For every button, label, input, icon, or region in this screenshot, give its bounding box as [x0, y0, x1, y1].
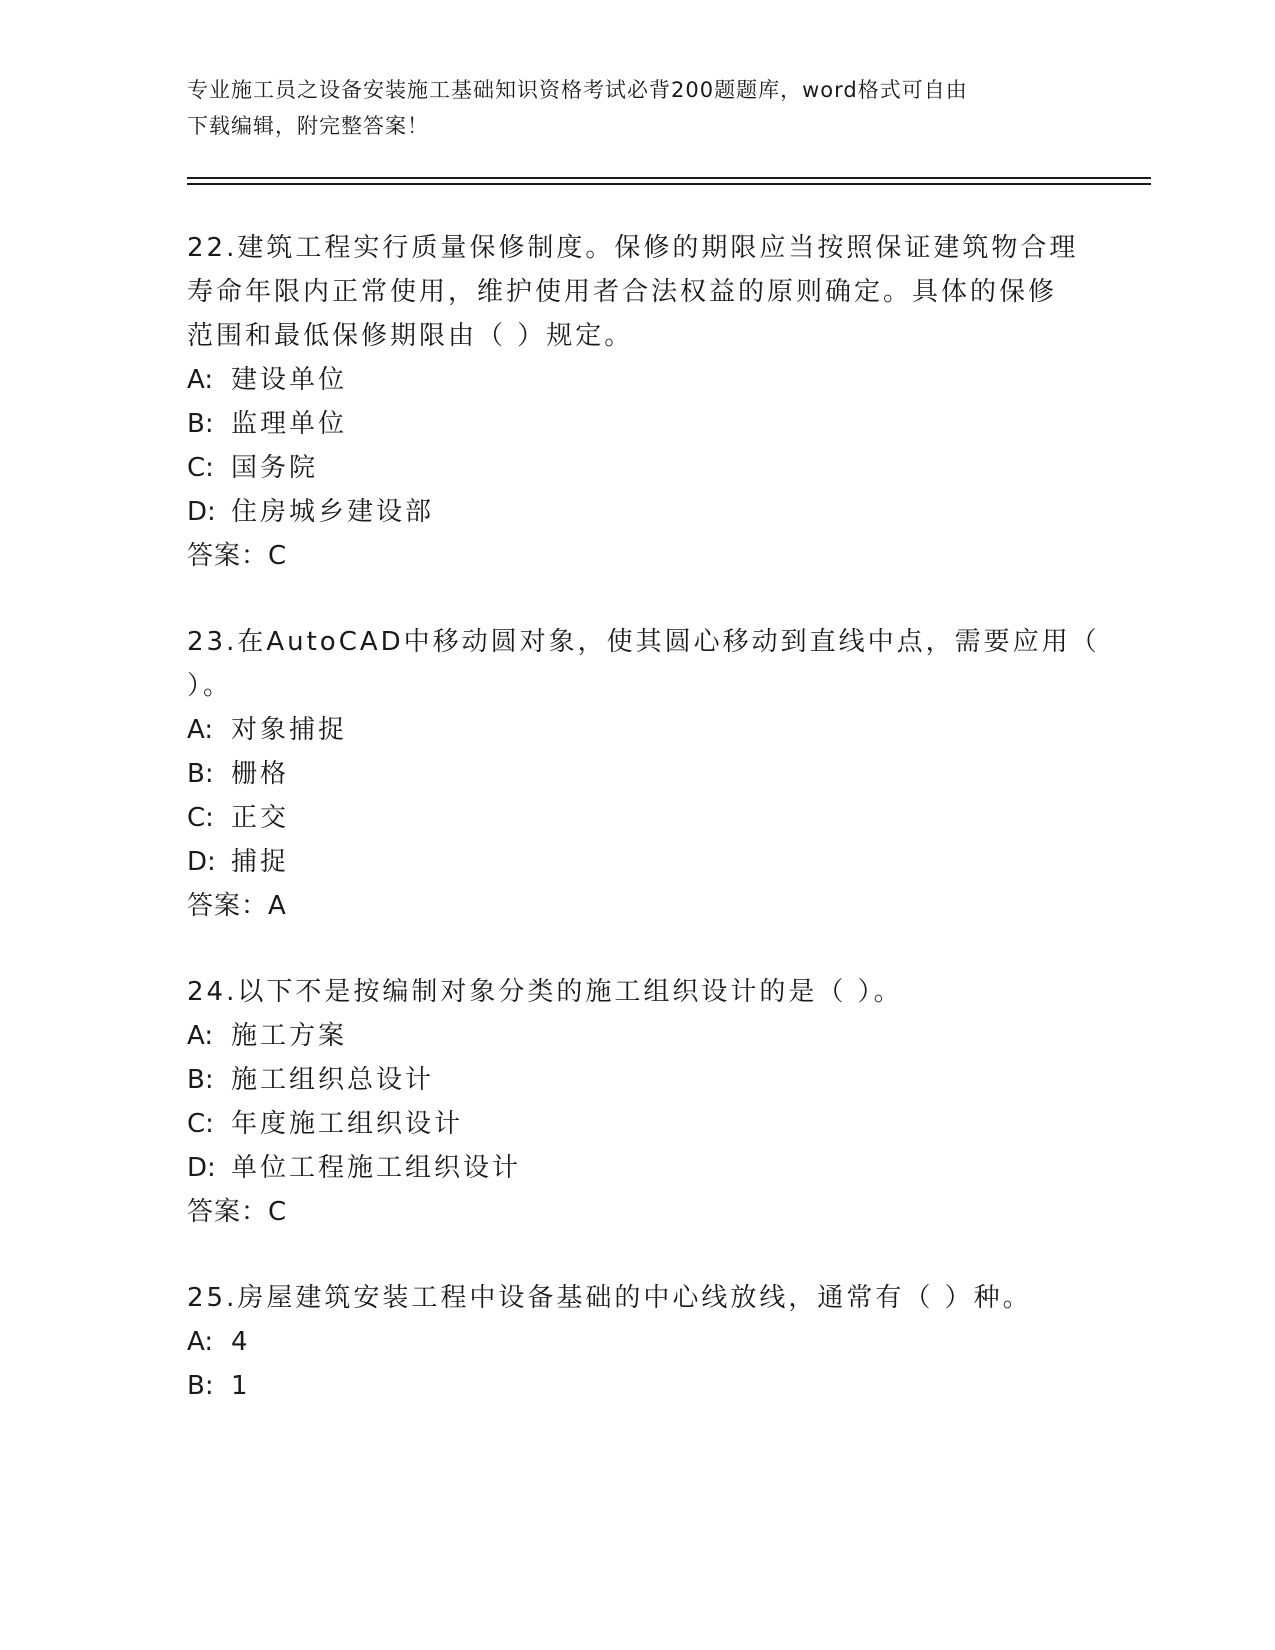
option-label: B:: [187, 759, 214, 789]
option-text: 正交: [231, 803, 290, 833]
option-b: [187, 754, 289, 794]
option-label: B:: [187, 1371, 214, 1401]
option-label: D:: [187, 847, 216, 877]
answer-line: 答案：A: [187, 891, 287, 921]
option-c: [187, 798, 289, 838]
header-divider: [187, 177, 1151, 179]
option-label: A:: [187, 1327, 214, 1357]
option-label: D:: [187, 1153, 216, 1183]
option-c: [187, 448, 318, 488]
question-stem-line: 23.在AutoCAD中移动圆对象，使其圆心移动到直线中点，需要应用（: [187, 627, 1100, 657]
header-line-1: 专业施工员之设备安装施工基础知识资格考试必背200题题库，word格式可自由: [187, 78, 968, 102]
option-label: C:: [187, 1109, 214, 1139]
option-label: C:: [187, 453, 214, 483]
option-text: 捕捉: [231, 847, 290, 877]
option-d: [187, 1148, 521, 1188]
option-b: [187, 404, 347, 444]
option-label: B:: [187, 1065, 214, 1095]
option-label: A:: [187, 1021, 214, 1051]
option-text: 对象捕捉: [231, 715, 348, 745]
question-stem-line: 22.建筑工程实行质量保修制度。保修的期限应当按照保证建筑物合理: [187, 233, 1079, 263]
answer-line: 答案：C: [187, 1197, 288, 1227]
option-text: 施工方案: [231, 1021, 348, 1051]
option-a: [187, 1016, 347, 1056]
option-text: 住房城乡建设部: [231, 497, 435, 527]
option-b: [187, 1060, 434, 1100]
page-header: [187, 72, 1067, 144]
option-label: A:: [187, 365, 214, 395]
option-text: 4: [231, 1327, 251, 1357]
option-label: C:: [187, 803, 214, 833]
option-text: 国务院: [231, 453, 319, 483]
option-b: [187, 1366, 251, 1406]
option-text: 施工组织总设计: [231, 1065, 435, 1095]
question-stem-line: ）。: [187, 671, 233, 701]
option-text: 1: [231, 1371, 251, 1401]
option-text: 单位工程施工组织设计: [231, 1153, 522, 1183]
option-d: [187, 842, 289, 882]
option-a: [187, 1322, 251, 1362]
option-text: 年度施工组织设计: [231, 1109, 464, 1139]
question-stem-line: 范围和最低保修期限由（ ）规定。: [187, 321, 634, 351]
question-stem-line: 24.以下不是按编制对象分类的施工组织设计的是（ ）。: [187, 977, 903, 1007]
option-text: 栅格: [231, 759, 290, 789]
option-a: [187, 360, 347, 400]
option-label: D:: [187, 497, 216, 527]
header-divider-secondary: [187, 183, 1151, 185]
option-label: A:: [187, 715, 214, 745]
header-line-2: 下载编辑，附完整答案！: [187, 114, 429, 138]
question-stem-line: 寿命年限内正常使用，维护使用者合法权益的原则确定。具体的保修: [187, 277, 1058, 307]
option-a: [187, 710, 347, 750]
option-text: 监理单位: [231, 409, 348, 439]
question-stem-line: 25.房屋建筑安装工程中设备基础的中心线放线，通常有（ ）种。: [187, 1283, 1032, 1313]
option-c: [187, 1104, 463, 1144]
answer-line: 答案：C: [187, 541, 288, 571]
option-text: 建设单位: [231, 365, 348, 395]
option-d: [187, 492, 434, 532]
option-label: B:: [187, 409, 214, 439]
